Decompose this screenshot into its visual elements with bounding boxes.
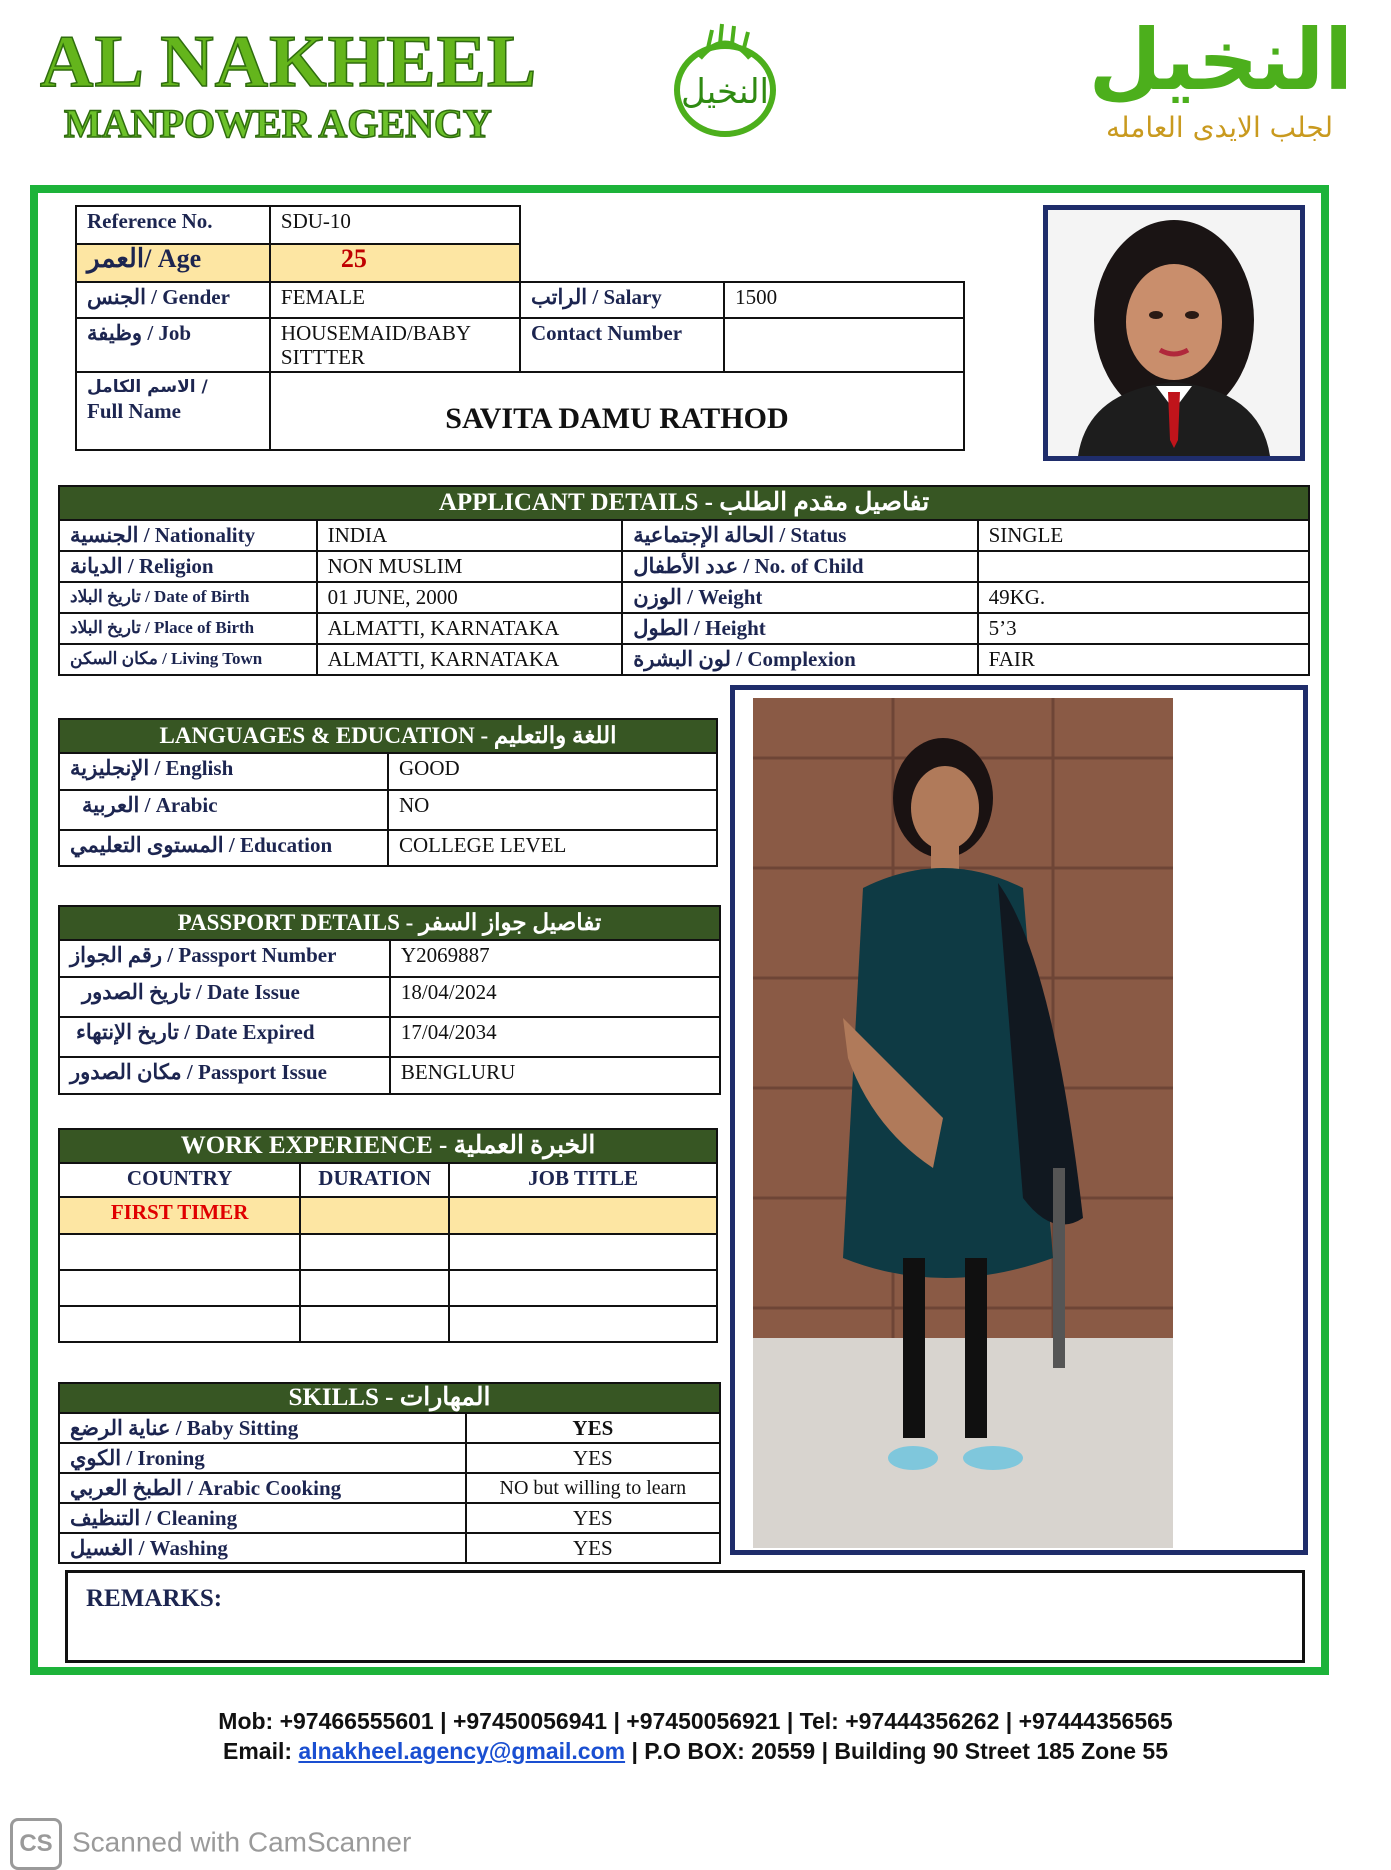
- arabic-cooking-label: الطبخ العربي / Arabic Cooking: [59, 1473, 466, 1503]
- table-cell: [300, 1306, 449, 1342]
- fullname-label-ar: الاسم الكامل /: [87, 377, 208, 397]
- height-label: الطول / Height: [622, 613, 977, 644]
- table-cell: [59, 1270, 300, 1306]
- table-cell: [449, 1234, 717, 1270]
- languages-title: LANGUAGES & EDUCATION - اللغة والتعليم: [59, 719, 717, 753]
- passport-number-label: رقم الجواز / Passport Number: [59, 940, 390, 977]
- logo-text: النخيل: [680, 72, 770, 112]
- brand-logo-english: [40, 22, 540, 146]
- ironing-value: YES: [466, 1443, 720, 1473]
- date-expired-value: 17/04/2034: [390, 1017, 720, 1057]
- table-cell: [59, 1306, 300, 1342]
- weight-value: 49KG.: [978, 582, 1309, 613]
- age-value: 25: [270, 244, 520, 282]
- nationality-label: الجنسية / Nationality: [59, 520, 317, 551]
- ref-label: Reference No.: [76, 206, 270, 244]
- date-expired-label: تاريخ الإنتهاء / Date Expired: [59, 1017, 390, 1057]
- brand-name: AL NAKHEEL: [40, 21, 538, 103]
- col-job-title: JOB TITLE: [449, 1163, 717, 1197]
- english-label: الإنجليزية / English: [59, 753, 388, 790]
- age-label: العمر/ Age: [76, 244, 270, 282]
- height-value: 5’3: [978, 613, 1309, 644]
- washing-value: YES: [466, 1533, 720, 1563]
- education-value: COLLEGE LEVEL: [388, 830, 717, 866]
- job-value: HOUSEMAID/BABY SITTTER: [270, 318, 520, 372]
- ironing-label: الكوي / Ironing: [59, 1443, 466, 1473]
- full-body-photo-frame: [730, 685, 1308, 1555]
- status-value: SINGLE: [978, 520, 1309, 551]
- col-country: COUNTRY: [59, 1163, 300, 1197]
- remarks-label: REMARKS:: [86, 1585, 223, 1612]
- pob-value: ALMATTI, KARNATAKA: [317, 613, 623, 644]
- gender-value: FEMALE: [270, 282, 520, 318]
- education-label: المستوى التعليمي / Education: [59, 830, 388, 866]
- applicant-title: APPLICANT DETAILS - تفاصيل مقدم الطلب: [59, 486, 1309, 520]
- ref-value: SDU-10: [270, 206, 520, 244]
- table-cell: [300, 1234, 449, 1270]
- skills-table: [58, 1382, 721, 1564]
- date-issue-label: تاريخ الصدور / Date Issue: [59, 977, 390, 1017]
- dob-value: 01 JUNE, 2000: [317, 582, 623, 613]
- children-label: عدد الأطفال / No. of Child: [622, 551, 977, 582]
- table-cell: [449, 1197, 717, 1234]
- contact-label: Contact Number: [520, 318, 724, 372]
- washing-label: الغسيل / Washing: [59, 1533, 466, 1563]
- baby-sitting-value: YES: [466, 1413, 720, 1443]
- children-value: [978, 551, 1309, 582]
- passport-table: [58, 905, 721, 1095]
- complexion-value: FAIR: [978, 644, 1309, 675]
- portrait-image: [1048, 210, 1300, 456]
- skills-title: SKILLS - المهارات: [59, 1383, 720, 1413]
- footer-address-line: [0, 1738, 1391, 1765]
- complexion-label: لون البشرة / Complexion: [622, 644, 977, 675]
- profile-table: [75, 205, 965, 451]
- passport-issue-value: BENGLURU: [390, 1057, 720, 1094]
- fullname-value: SAVITA DAMU RATHOD: [270, 372, 964, 450]
- salary-label: الراتب / Salary: [520, 282, 724, 318]
- cleaning-value: YES: [466, 1503, 720, 1533]
- table-cell: [300, 1270, 449, 1306]
- experience-title: WORK EXPERIENCE - الخبرة العملية: [59, 1129, 717, 1163]
- brand-subtitle-arabic: لجلب الايدى العامله: [1106, 111, 1333, 144]
- arabic-cooking-value: NO but willing to learn: [466, 1473, 720, 1503]
- english-value: GOOD: [388, 753, 717, 790]
- portrait-photo: [1043, 205, 1305, 461]
- passport-number-value: Y2069887: [390, 940, 720, 977]
- remarks-box: [65, 1570, 1305, 1663]
- gender-label: الجنس / Gender: [76, 282, 270, 318]
- table-cell: [449, 1306, 717, 1342]
- brand-subtitle: MANPOWER AGENCY: [64, 101, 492, 146]
- camscanner-watermark: [10, 1818, 411, 1870]
- dob-label: تاريخ البلاد / Date of Birth: [59, 582, 317, 613]
- table-cell: [59, 1234, 300, 1270]
- full-body-image: [753, 698, 1173, 1548]
- footer-contact-line: Mob: +97466555601 | +97450056941 | +97450056921 | Tel: +97444356262 | +97444356565: [218, 1708, 1173, 1734]
- cleaning-label: التنظيف / Cleaning: [59, 1503, 466, 1533]
- email-label: Email:: [222, 1738, 293, 1764]
- brand-logo-arabic: [933, 10, 1353, 146]
- camscanner-icon: CS: [10, 1818, 62, 1870]
- living-town-label: مكان السكن / Living Town: [59, 644, 317, 675]
- nationality-value: INDIA: [317, 520, 623, 551]
- salary-value: 1500: [724, 282, 964, 318]
- passport-title: PASSPORT DETAILS - تفاصيل جواز السفر: [59, 906, 720, 940]
- address-text: | P.O BOX: 20559 | Building 90 Street 185 Zone 55: [631, 1738, 1169, 1764]
- baby-sitting-label: عناية الرضع / Baby Sitting: [59, 1413, 466, 1443]
- religion-label: الديانة / Religion: [59, 551, 317, 582]
- status-label: الحالة الإجتماعية / Status: [622, 520, 977, 551]
- experience-table: [58, 1128, 718, 1343]
- email-link[interactable]: alnakheel.agency@gmail.com: [298, 1738, 626, 1764]
- table-cell: [449, 1270, 717, 1306]
- date-issue-value: 18/04/2024: [390, 977, 720, 1017]
- job-label: وظيفة / Job: [76, 318, 270, 372]
- living-town-value: ALMATTI, KARNATAKA: [317, 644, 623, 675]
- arabic-label: العربية / Arabic: [59, 790, 388, 830]
- applicant-table: [58, 485, 1310, 676]
- arabic-value: NO: [388, 790, 717, 830]
- contact-value: [724, 318, 964, 372]
- religion-value: NON MUSLIM: [317, 551, 623, 582]
- fullname-label: Full Name: [87, 399, 181, 423]
- passport-issue-label: مكان الصدور / Passport Issue: [59, 1057, 390, 1094]
- table-cell: [300, 1197, 449, 1234]
- brand-name-arabic: النخيل: [1088, 11, 1353, 109]
- languages-table: [58, 718, 718, 867]
- pob-label: تاريخ البلاد / Place of Birth: [59, 613, 317, 644]
- col-duration: DURATION: [300, 1163, 449, 1197]
- calligraphy-logo: [660, 18, 790, 148]
- weight-label: الوزن / Weight: [622, 582, 977, 613]
- camscanner-text: Scanned with CamScanner: [72, 1826, 412, 1858]
- first-timer-cell: FIRST TIMER: [59, 1197, 300, 1234]
